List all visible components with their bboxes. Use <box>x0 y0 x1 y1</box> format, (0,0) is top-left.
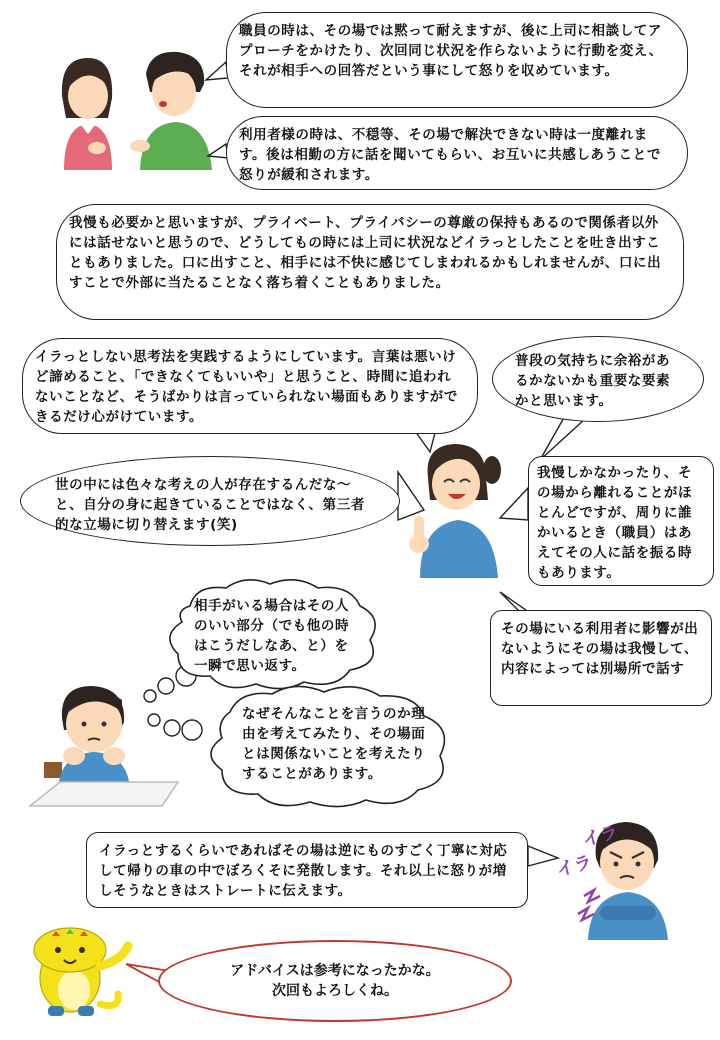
irra-char: ラ <box>597 821 621 847</box>
thought-text-good-side: 相手がいる場合はその人のいい部分（でも他の時はこうだしなあ、と）を一瞬で思い返す。 <box>194 598 350 674</box>
speech-bubble-talk-to-someone <box>528 456 714 586</box>
advice-line-1: アドバイスは参考になったかな。 <box>230 963 440 979</box>
speech-bubble-endure-talk-later <box>490 610 712 706</box>
tail-b1 <box>206 62 228 80</box>
bubble-text: 職員の時は、その場では黙って耐えますが、後に上司に相談してアプローチをかけたり、次回同じ状況を作らないように行動を変え、それが相手への回答だという事にして怒りを収めています。 <box>239 23 663 79</box>
speech-bubble-polite-release <box>86 832 528 908</box>
mascot-illustration <box>34 928 128 1016</box>
tail-b6 <box>398 472 424 520</box>
irra-char: イ <box>580 826 604 852</box>
bubble-text: 世の中には色々な考えの人が存在するんだな～と、自分の身に起きていることではなく、第三者的な立場に切り替えます(笑) <box>55 477 365 533</box>
speech-bubble-user-anger <box>226 116 688 190</box>
bubble-text: 普段の気持ちに余裕があるかないかも重要な要素かと思います。 <box>515 353 671 409</box>
irra-char: イ <box>554 856 578 882</box>
speech-bubble-thinking-method <box>22 338 478 434</box>
tail-b7 <box>500 488 528 520</box>
speech-bubble-patience <box>56 204 684 320</box>
bubble-text: その場にいる利用者に影響が出ないようにその場は我慢して、内容によっては別場所で話す <box>501 621 699 677</box>
advice-line-2: 次回もよろしくね。 <box>272 983 398 999</box>
talking-couple-illustration <box>62 52 212 170</box>
speech-bubble-staff-anger <box>226 12 688 108</box>
bubble-text: 我慢も必要かと思いますが、プライベート、プライバシーの尊厳の保持もあるので関係者以外には話せないと思うので、どうしてもの時には上司に状況などイラっとしたことを吐き出すこともありました。口に出すこと、相手には不快に感じてしまわれるかもしれませんが、口に出すことで外部に当たることなく落ち着くこともありました。 <box>69 215 662 291</box>
thinking-man-illustration <box>30 666 202 806</box>
speech-bubble-third-party <box>20 456 400 546</box>
bubble-text: イラっとするくらいであればその場は逆にものすごく丁寧に対応して帰りの車の中でぼろくそに発散します。それ以上に怒りが増しそうなときはストレートに伝えます。 <box>99 843 508 899</box>
thought-text-reason: なぜそんなことを言うのか理由を考えてみたり、その場面とは関係ないことを考えたりすることがあります。 <box>242 706 426 782</box>
advice-bubble <box>158 940 512 1022</box>
tail-b2 <box>208 144 228 158</box>
speech-bubble-composure <box>492 336 704 422</box>
bubble-text: 我慢しかなかったり、その場から離れることがほとんどですが、周りに誰かいるとき（職員）はあえてその人に話を振る時もあります。 <box>537 465 693 581</box>
irra-char: ラ <box>571 851 595 877</box>
bubble-text: イラっとしない思考法を実践するようにしています。言葉は悪いけど諦めること、「できなくてもいいや」と思うこと、時間に追われないことなど、そうばかりは言っていられない場面もありますができるだけ心がけています。 <box>35 349 458 425</box>
bubble-text: 利用者様の時は、不穏等、その場で解決できない時は一度離れます。後は相勤の方に話を聞いてもらい、お互いに共感しあうことで怒りが緩和されます。 <box>239 127 661 183</box>
